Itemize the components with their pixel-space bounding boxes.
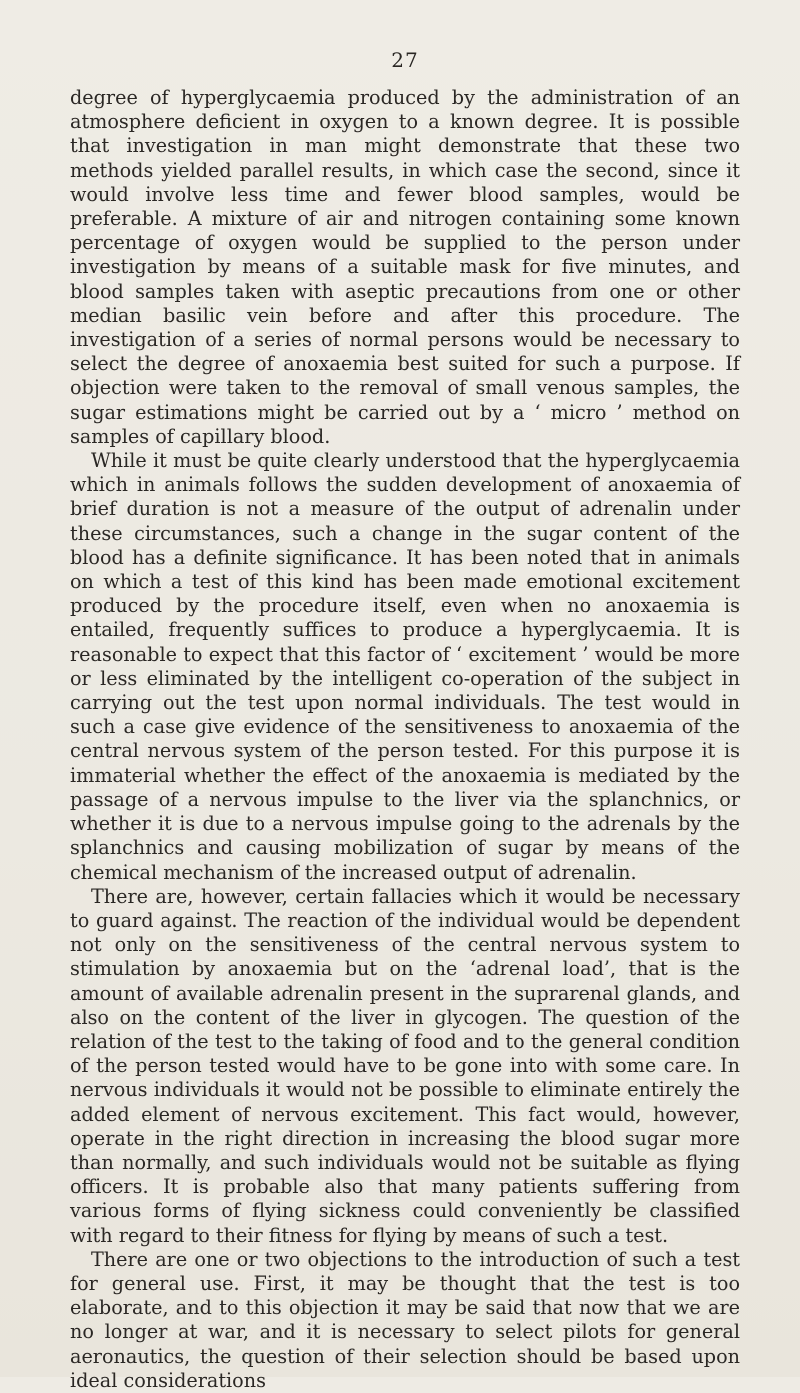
paragraph-1: degree of hyperglycaemia produced by the administration of an atmosphere deficient in oxygen to a known degree. It is possible that investigation in man might demonstrate that these two methods yielded parallel results, in which case the second, since it would involve less time and fewer blood samples, would be preferable. A mixture of air and nitrogen containing some known percentage of oxygen would be supplied to the person under investigation by means of a suitable mask for five minutes, and blood samples taken with aseptic precautions from one or other median basilic vein before and after this procedure. The investigation of a series of normal persons would be necessary to select the degree of anoxaemia best suited for such a purpose. If objection were taken to the removal of small venous samples, the sugar estimations might be carried out by a ‘ micro ’ method on samples of capillary blood.: [70, 86, 740, 448]
paragraph-2: While it must be quite clearly understood that the hyperglycaemia which in animals follows the sudden development of anoxaemia of brief duration is not a measure of the output of adrenalin under these circumstances, such a change in the sugar content of the blood has a definite significance. It has been noted that in animals on which a test of this kind has been made emotional excitement produced by the procedure itself, even when no anoxaemia is entailed, frequently suffices to produce a hyperglycaemia. It is reasonable to expect that this factor of ‘ excitement ’ would be more or less eliminated by the intelligent co-operation of the subject in carrying out the test upon normal individuals. The test would in such a case give evidence of the sensitiveness to anoxaemia of the central nervous system of the person tested. For this purpose it is immaterial whether the effect of the anoxaemia is mediated by the passage of a nervous impulse to the liver via the splanchnics, or whether it is due to a nervous impulse going to the adrenals by the splanchnics and causing mobilization of sugar by means of the chemical mechanism of the increased output of adrenalin.: [70, 449, 740, 884]
paragraph-4: There are one or two objections to the introduction of such a test for general use. First, it may be thought that the test is too elaborate, and to this objection it may be said that now that we are no longer at war, and it is necessary to select pilots for general aeronautics, the question of their selection should be based upon ideal considerations: [70, 1247, 740, 1392]
paragraph-3: There are, however, certain fallacies which it would be necessary to guard against. The reaction of the individual would be dependent not only on the sensitiveness of the central nervous system to stimulation by anoxaemia but on the ‘adrenal load’, that is the amount of available adrenalin present in the suprarenal glands, and also on the content of the liver in glycogen. The question of the relation of the test to the taking of food and to the general condition of the person tested would have to be gone into with some care. In nervous individuals it would not be possible to eliminate entirely the added element of nervous excitement. This fact would, however, operate in the right direction in increasing the blood sugar more than normally, and such individuals would not be suitable as flying officers. It is probable also that many patients suffering from various forms of flying sickness could conveniently be classified with regard to their fitness for flying by means of such a test.: [70, 884, 740, 1247]
page-number: 27: [391, 48, 419, 72]
